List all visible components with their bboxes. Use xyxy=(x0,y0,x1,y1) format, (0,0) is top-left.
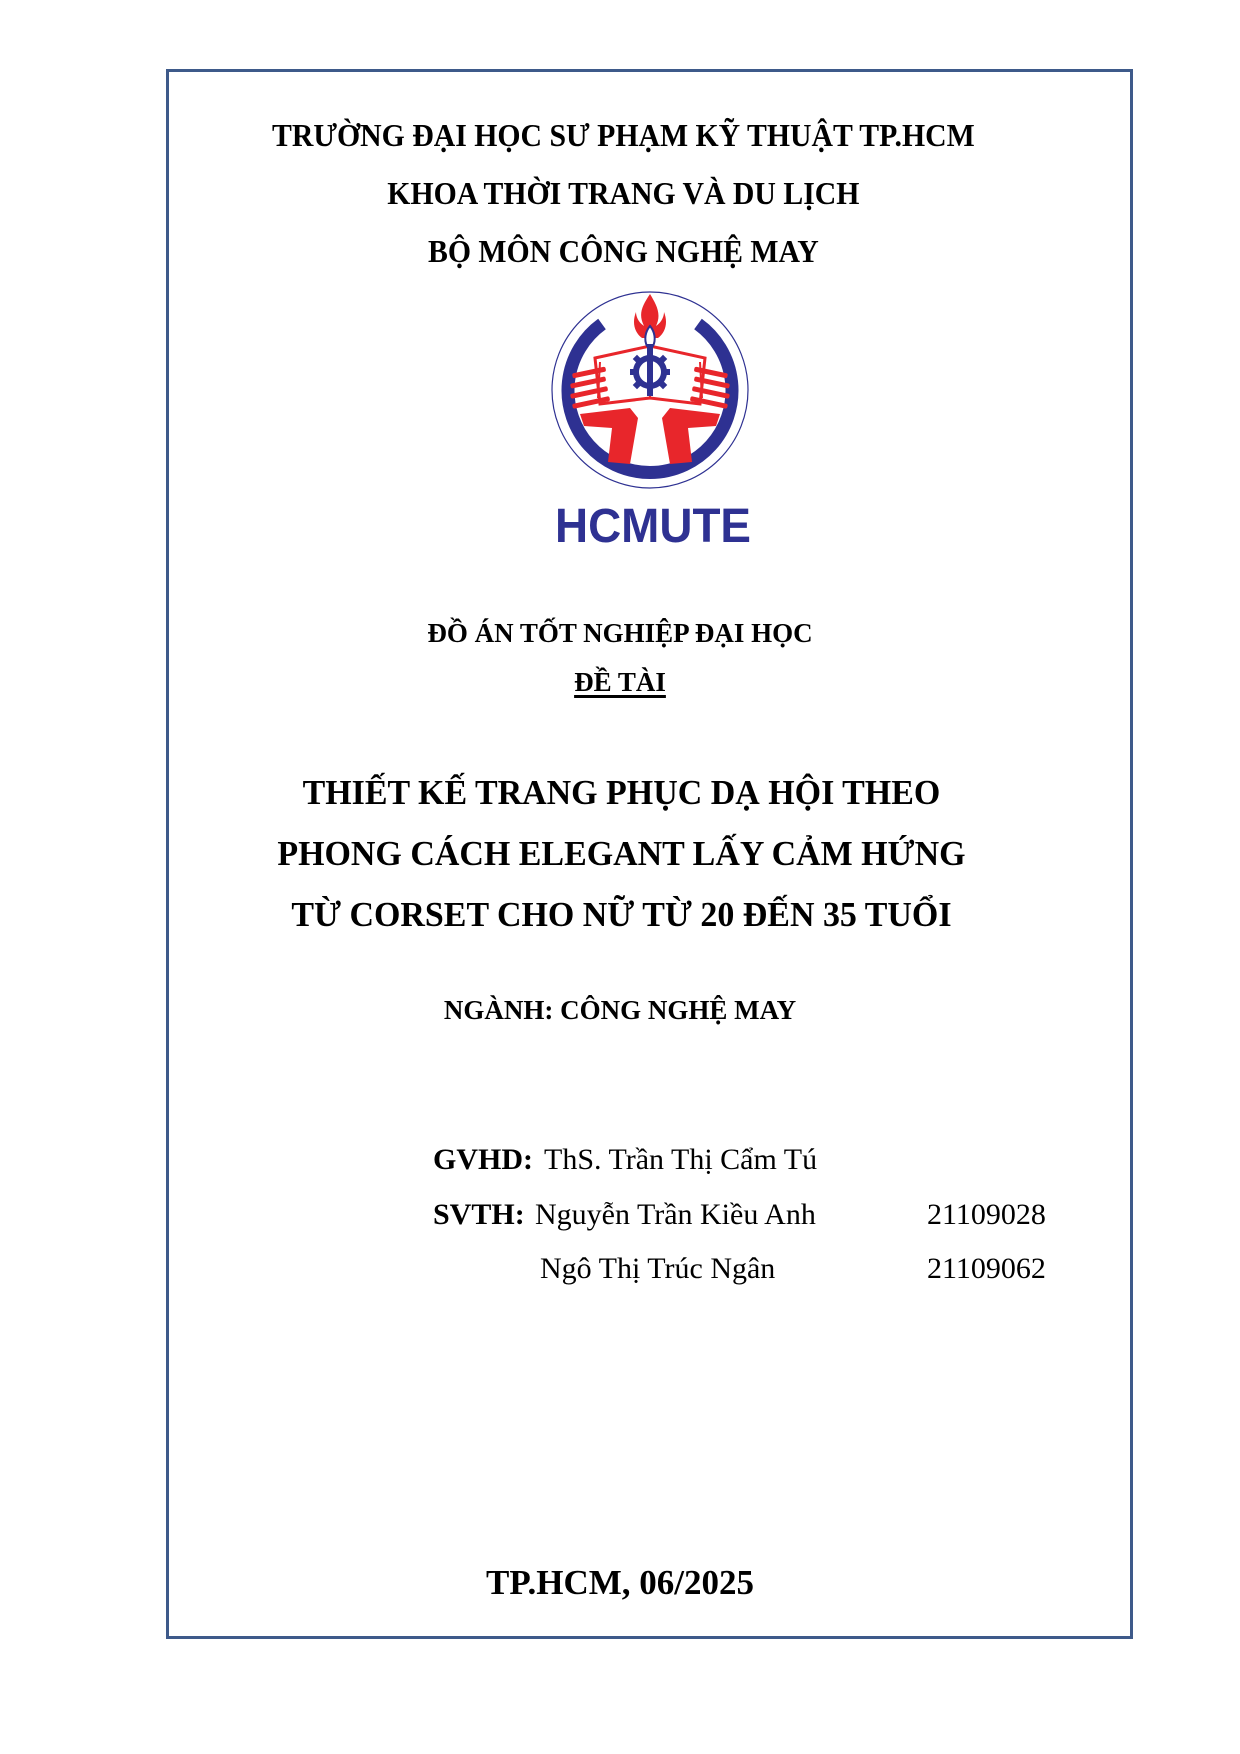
logo-wordmark: HCMUTE xyxy=(555,500,751,551)
topic-label xyxy=(0,667,1240,698)
thesis-title-line-3: TỪ CORSET CHO NỮ TỪ 20 ĐẾN 35 TUỔI xyxy=(291,895,952,934)
advisor-name: ThS. Trần Thị Cẩm Tú xyxy=(544,1143,818,1176)
hcmute-logo-icon xyxy=(550,286,760,551)
major: NGÀNH: CÔNG NGHỆ MAY xyxy=(443,995,797,1025)
place-date: TP.HCM, 06/2025 xyxy=(485,1563,755,1602)
document-type: ĐỒ ÁN TỐT NGHIỆP ĐẠI HỌC xyxy=(427,618,813,648)
student-name: Nguyễn Trần Kiều Anh xyxy=(535,1198,816,1231)
advisor-label xyxy=(433,1143,533,1177)
hcmute-logo xyxy=(550,286,760,551)
student-name: Ngô Thị Trúc Ngân xyxy=(540,1252,776,1285)
students-label xyxy=(433,1198,525,1232)
thesis-title-line-1: THIẾT KẾ TRANG PHỤC DẠ HỘI THEO xyxy=(302,773,941,812)
university-name: TRƯỜNG ĐẠI HỌC SƯ PHẠM KỸ THUẬT TP.HCM xyxy=(271,117,975,153)
topic-label-text: ĐỀ TÀI xyxy=(574,667,666,697)
students-label-text: SVTH: xyxy=(433,1198,525,1231)
student-id: 21109062 xyxy=(927,1252,1046,1285)
thesis-title-line-2: PHONG CÁCH ELEGANT LẤY CẢM HỨNG xyxy=(277,834,966,873)
student-id: 21109028 xyxy=(927,1198,1046,1231)
department-name: BỘ MÔN CÔNG NGHỆ MAY xyxy=(427,233,819,269)
faculty-name: KHOA THỜI TRANG VÀ DU LỊCH xyxy=(387,175,860,211)
advisor-label-text: GVHD: xyxy=(433,1143,533,1176)
